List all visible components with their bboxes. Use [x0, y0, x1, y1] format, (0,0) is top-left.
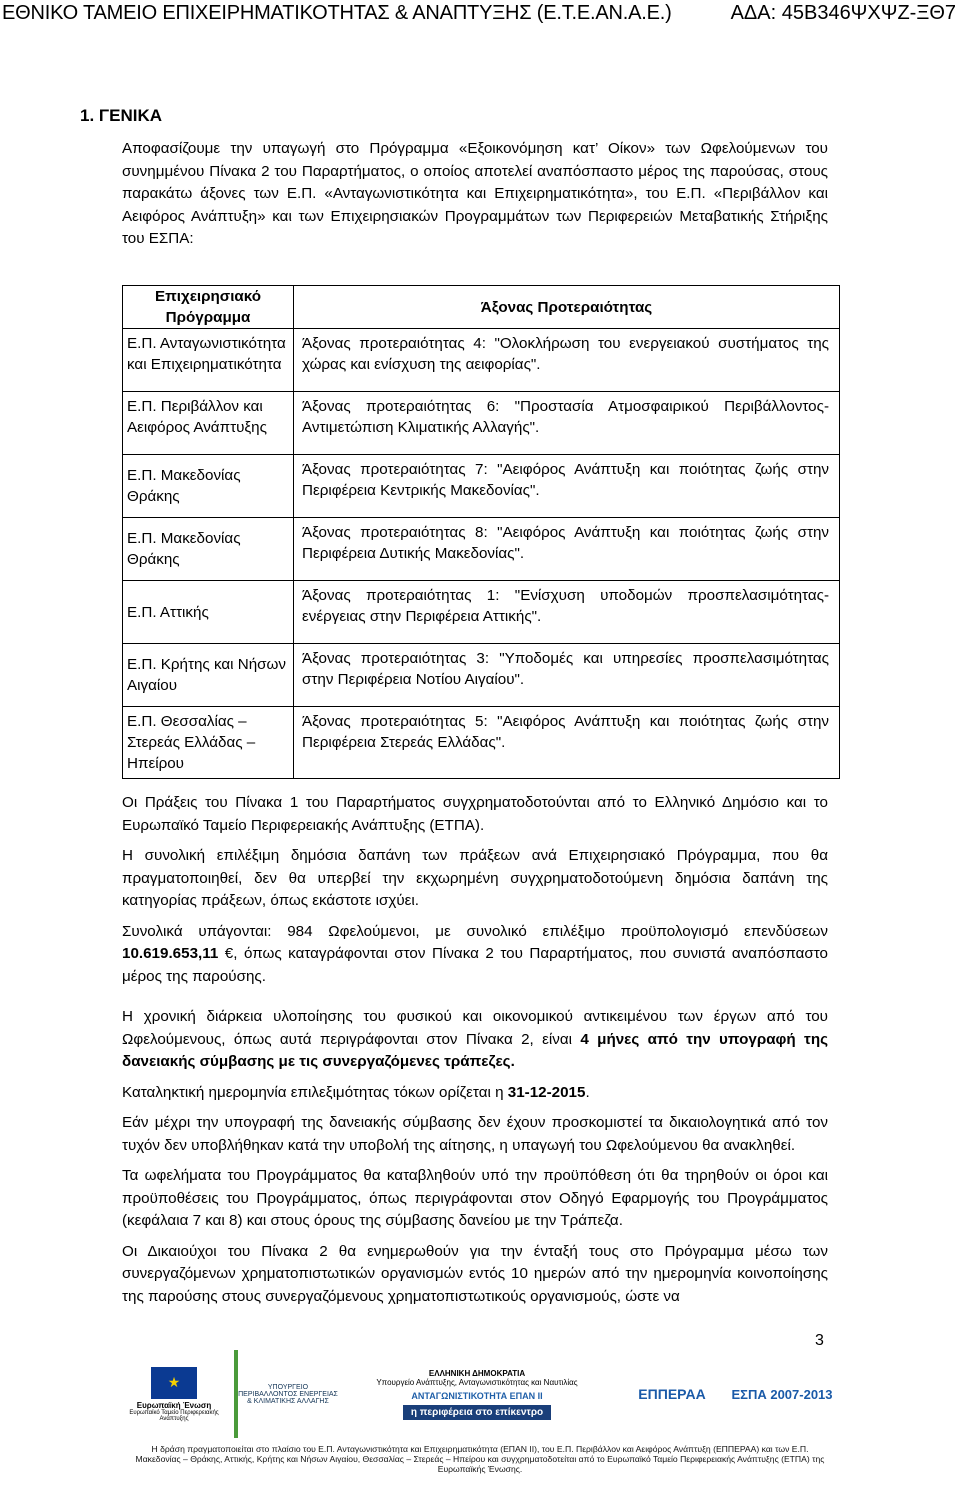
header-axis: Άξονας Προτεραιότητας	[294, 286, 840, 329]
footer-note: Η δράση πραγματοποιείται στο πλαίσιο του Ε.Π. Ανταγωνιστικότητα και Επιχειρηματικότητα (ΕΠΑΝ ΙΙ), του Ε.Π. Περιβάλλον και Αειφόρος Ανάπτυξη (ΕΠΠΕΡΑΑ) και των Ε.Π. Μακεδονίας – Θράκης, Αττικής, Κρήτης και Νήσων Αιγαίου, Θεσσαλίας – Στερεάς – Ηπείρου και συγχρηματοδοτείται από το Ευρωπαϊκό Ταμείο Περιφερειακής Ανάπτυξης (ΕΤΠΑ) της Ευρωπαϊκής Ένωσης.	[135, 1444, 825, 1474]
program-cell: Ε.Π. Μακεδονίας Θράκης	[123, 455, 294, 518]
axis-cell: Άξονας προτεραιότητας 3: "Υποδομές και υπηρεσίες προσπελασιμότητας στην Περιφέρεια Νοτίου Αιγαίου".	[294, 644, 840, 707]
slogan-text: η περιφέρεια στο επίκεντρο	[403, 1405, 551, 1420]
intro-paragraph	[122, 138, 828, 251]
ministry-competitiveness-logo	[342, 1350, 612, 1438]
table-row	[123, 581, 840, 644]
table-row	[123, 644, 840, 707]
axis-cell: Άξονας προτεραιότητας 1: "Ενίσχυση υποδομών προσπελασιμότητας-ενέργειας στην Περιφέρεια Αττικής".	[294, 581, 840, 644]
priority-axes-table	[122, 285, 840, 779]
paragraph-duration	[122, 1006, 828, 1074]
espa-logo: ΕΣΠΑ 2007-2013	[730, 1350, 834, 1438]
axis-cell: Άξονας προτεραιότητας 4: "Ολοκλήρωση του ενεργειακού συστήματος της χώρας και ενίσχυση της αειφορίας".	[294, 329, 840, 392]
paragraph-beneficiaries	[122, 921, 828, 989]
axis-cell: Άξονας προτεραιότητας 5: "Αειφόρος Ανάπτυξη και ποιότητας ζωής στην Περιφέρεια Στερεάς Ελλάδας".	[294, 707, 840, 779]
header-program: Επιχειρησιακό Πρόγραμμα	[123, 286, 294, 329]
program-cell: Ε.Π. Ανταγωνιστικότητα και Επιχειρηματικότητα	[123, 329, 294, 392]
header-ada-code: ΑΔΑ: 45Β346ΨΧΨΖ-ΞΘ7	[730, 2, 956, 24]
deadline-period: .	[585, 1083, 590, 1101]
header-organization: ΕΘΝΙΚΟ ΤΑΜΕΙΟ ΕΠΙΧΕΙΡΗΜΑΤΙΚΟΤΗΤΑΣ & ΑΝΑΠΤΥΞΗΣ (Ε.Τ.Ε.ΑΝ.Α.Ε.)	[2, 2, 672, 24]
ministry-environment-logo: ΥΠΟΥΡΓΕΙΟ ΠΕΡΙΒΑΛΛΟΝΤΟΣ ΕΝΕΡΓΕΙΑΣ & ΚΛΙΜΑΤΙΚΗΣ ΑΛΛΑΓΗΣ	[234, 1350, 338, 1438]
program-cell: Ε.Π. Μακεδονίας Θράκης	[123, 518, 294, 581]
program-cell: Ε.Π. Αττικής	[123, 581, 294, 644]
axis-cell: Άξονας προτεραιότητας 8: "Αειφόρος Ανάπτυξη και ποιότητας ζωής στην Περιφέρεια Δυτικής Μακεδονίας".	[294, 518, 840, 581]
program-cell: Ε.Π. Περιβάλλον και Αειφόρος Ανάπτυξης	[123, 392, 294, 455]
eperaa-logo: ΕΠΠΕΡΑΑ	[622, 1350, 722, 1438]
duration-bold: 4 μήνες από την υπογραφή της δανειακής σύμβασης με τις συνεργαζόμενες τράπεζες.	[122, 1030, 828, 1070]
table-row	[123, 455, 840, 518]
epan-logo-text: ΑΝΤΑΓΩΝΙΣΤΙΚΟΤΗΤΑ ΕΠΑΝ ΙΙ	[411, 1390, 543, 1401]
table-header-row	[123, 286, 840, 329]
deadline-date: 31-12-2015	[507, 1083, 586, 1101]
total-budget-amount: 10.619.653,11	[122, 945, 219, 962]
section-title: 1. ΓΕΝΙΚΑ	[80, 106, 163, 125]
eu-logo-text: Ευρωπαϊκή Ένωση	[136, 1400, 212, 1410]
intro-text: Αποφασίζουμε την υπαγωγή στο Πρόγραμμα «Εξοικονόμηση κατ’ Οίκον» των Ωφελούμενων του συνημμένου Πίνακα 2 του Παραρτήματος, ο οποίος αποτελεί αναπόσπαστο μέρος της παρούσας, στους παρακάτω άξονες των Ε.Π. «Ανταγωνιστικότητα και Επιχειρηματικότητα», του Ε.Π. «Περιβάλλον και Αειφόρος Ανάπτυξη» και των Επιχειρησιακών Προγραμμάτων των Περιφερειών Μεταβατικής Στήριξης του ΕΣΠΑ:	[122, 140, 828, 247]
duration-text: Η χρονική διάρκεια υλοποίησης του φυσικού και οικονομικού αντικειμένου των έργων από του Ωφελούμενους, όπως αυτά περιγράφονται στον Πίνακα 2, είναι	[122, 1008, 828, 1048]
paragraph-public-expenditure: Η συνολική επιλέξιμη δημόσια δαπάνη των πράξεων ανά Επιχειρησιακό Πρόγραμμα, που θα πραγματοποιηθεί, δεν θα υπερβεί την εκχωρημένη συγχρηματοδοτούμενη δημόσια δαπάνη της κατηγορίας πράξεων, όπως εκάστοτε ισχύει.	[122, 847, 828, 909]
axis-cell: Άξονας προτεραιότητας 6: "Προστασία Ατμοσφαιρικού Περιβάλλοντος-Αντιμετώπιση Κλιματικής Αλλαγής".	[294, 392, 840, 455]
axis-cell: Άξονας προτεραιότητας 7: "Αειφόρος Ανάπτυξη και ποιότητας ζωής στην Περιφέρεια Κεντρικής Μακεδονίας".	[294, 455, 840, 518]
program-cell: Ε.Π. Κρήτης και Νήσων Αιγαίου	[123, 644, 294, 707]
paragraph-deadline	[122, 1082, 828, 1105]
beneficiaries-text: Συνολικά υπάγονται: 984 Ωφελούμενοι, με συνολικό επιλέξιμο προϋπολογισμό επενδύσεων	[122, 922, 828, 940]
paragraph-cofinancing: Οι Πράξεις του Πίνακα 1 του Παραρτήματος συγχρηματοδοτούνται από το Ελληνικό Δημόσιο και το Ευρωπαϊκό Ταμείο Περιφερειακής Ανάπτυξης (ΕΤΠΑ).	[122, 794, 828, 834]
page-number: 3	[815, 1332, 824, 1349]
body-text	[122, 792, 828, 1308]
paragraph-notification: Οι Δικαιούχοι του Πίνακα 2 θα ενημερωθούν για την ένταξή τους στο Πρόγραμμα μέσω των συνεργαζόμενων χρηματοπιστωτικών οργανισμών εντός 10 ημερών από την ημερομηνία κοινοποίησης της παρούσης στους συνεργαζόμενους χρηματοπιστωτικούς οργανισμούς, ώστε να	[122, 1242, 828, 1305]
eu-logo-subtext: Ευρωπαϊκό Ταμείο Περιφερειακής Ανάπτυξης	[129, 1409, 219, 1422]
paragraph-benefits: Τα ωφελήματα του Προγράμματος θα καταβληθούν υπό την προϋπόθεση ότι θα τηρηθούν οι όροι και προϋποθέσεις του Προγράμματος, όπως περιγράφονται στον Οδηγό Εφαρμογής του Προγράμματος (κεφάλαια 7 και 8) και στους όρους της σύμβασης δανείου με την Τράπεζα.	[122, 1167, 828, 1229]
eu-logo	[128, 1350, 220, 1438]
hellenic-republic-text: ΕΛΛΗΝΙΚΗ ΔΗΜΟΚΡΑΤΙΑ	[428, 1368, 526, 1378]
ministry-competitiveness-text: Υπουργείο Ανάπτυξης, Ανταγωνιστικότητας και Ναυτιλίας	[376, 1377, 578, 1387]
paragraph-documents: Εάν μέχρι την υπογραφή της δανειακής σύμβασης δεν έχουν προσκομιστεί τα δικαιολογητικά από τον τυχόν δεν υποβλήθηκαν κατά την υποβολή της αίτησης, η υπαγωγή του Ωφελούμενου θα ανακληθεί.	[122, 1114, 828, 1154]
table-row	[123, 518, 840, 581]
footer	[0, 1350, 960, 1490]
beneficiaries-text-end: €, όπως καταγράφονται στον Πίνακα 2 του Παραρτήματος, που συνιστά αναπόσπαστο μέρος της παρούσης.	[122, 945, 828, 985]
table-row	[123, 392, 840, 455]
deadline-text: Καταληκτική ημερομηνία επιλεξιμότητας τόκων ορίζεται η	[122, 1083, 508, 1101]
table-row	[123, 329, 840, 392]
program-cell: Ε.Π. Θεσσαλίας – Στερεάς Ελλάδας – Ηπείρου	[123, 707, 294, 779]
table-row	[123, 707, 840, 779]
eu-flag-icon: ★	[151, 1367, 197, 1399]
